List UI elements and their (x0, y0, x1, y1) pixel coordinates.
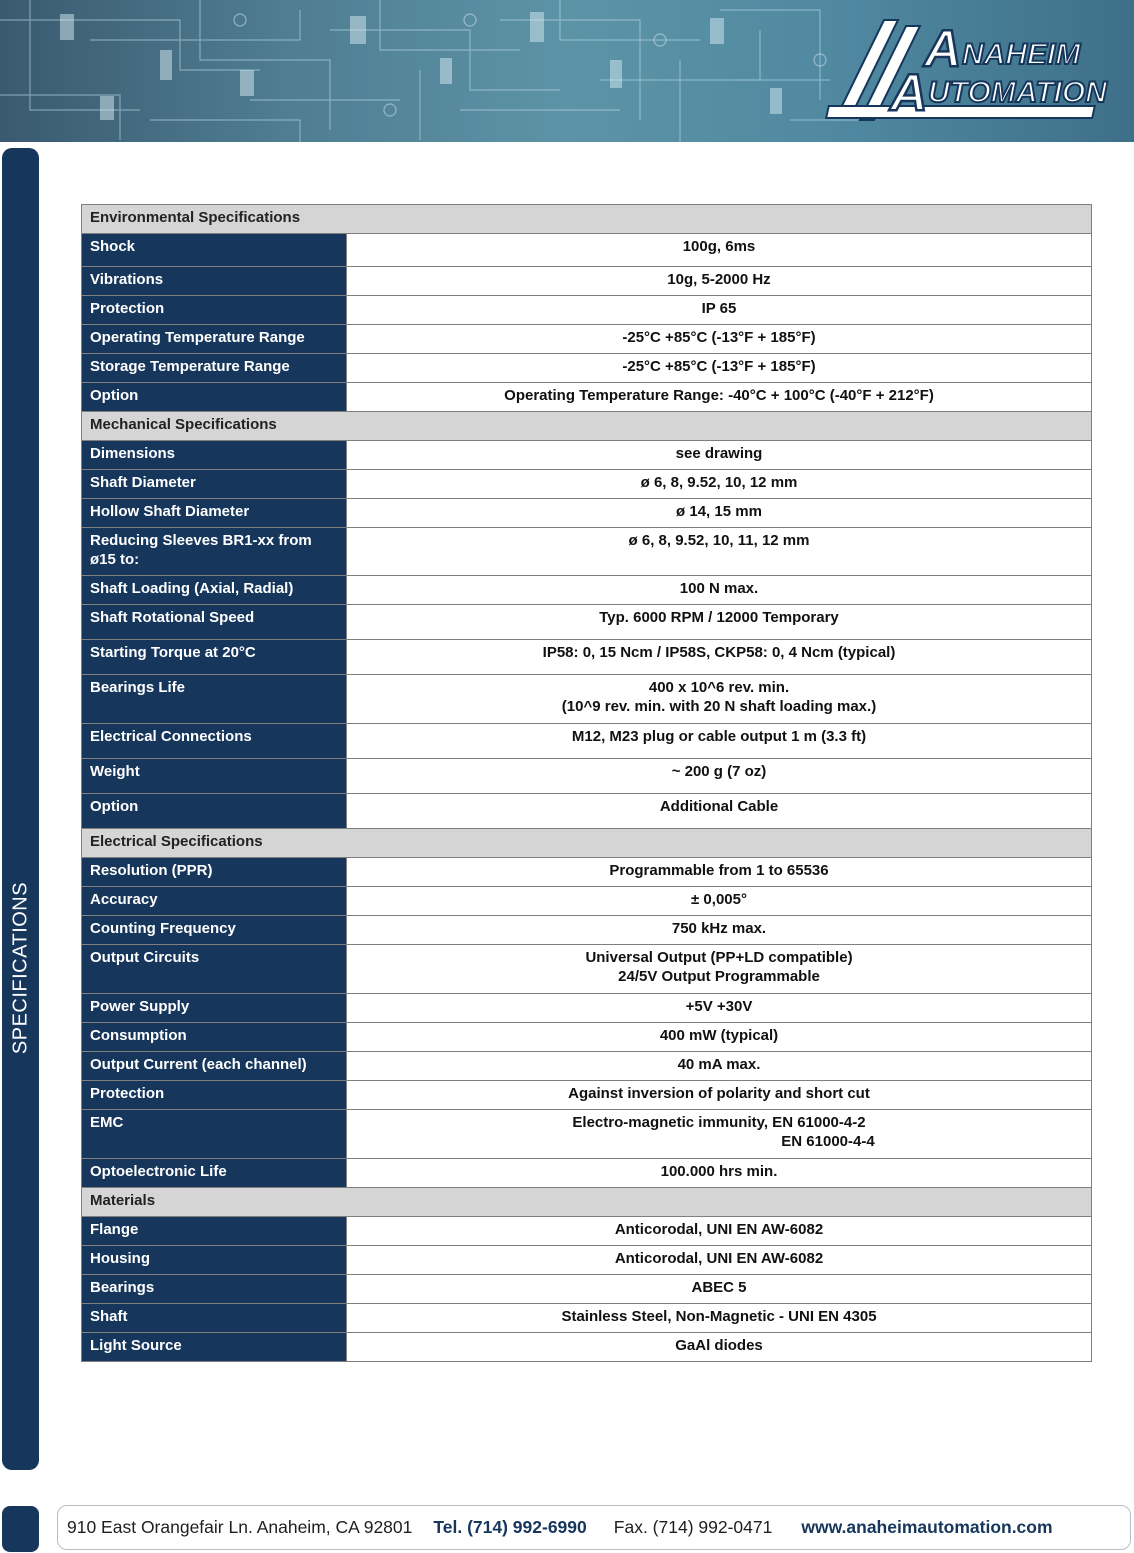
spec-row (82, 858, 1092, 887)
spec-value-text: +5V +30V (685, 998, 753, 1015)
spec-row (82, 1246, 1092, 1275)
spec-label: Hollow Shaft Diameter (82, 499, 347, 528)
spec-label: Shock (82, 234, 347, 267)
spec-value (347, 1110, 1092, 1159)
spec-value (347, 640, 1092, 675)
spec-label: Shaft Rotational Speed (82, 605, 347, 640)
spec-value-text: ø 14, 15 mm (676, 503, 762, 520)
spec-row (82, 759, 1092, 794)
spec-value (347, 528, 1092, 576)
spec-label: Option (82, 383, 347, 412)
spec-value-text-line2: (10^9 rev. min. with 20 N shaft loading max.) (561, 698, 877, 715)
spec-value (347, 1081, 1092, 1110)
spec-row (82, 1110, 1092, 1159)
spec-label: Option (82, 794, 347, 829)
spec-value (347, 470, 1092, 499)
section-title: Mechanical Specifications (82, 412, 1092, 441)
spec-value-text: ABEC 5 (691, 1279, 747, 1296)
spec-row (82, 296, 1092, 325)
spec-value-text: Anticorodal, UNI EN AW-6082 (614, 1221, 824, 1238)
spec-label: Resolution (PPR) (82, 858, 347, 887)
footer-telephone: Tel. (714) 992-6990 (433, 1517, 587, 1537)
spec-value (347, 354, 1092, 383)
spec-value (347, 1275, 1092, 1304)
header-banner (0, 0, 1134, 142)
spec-value (347, 1246, 1092, 1275)
spec-row (82, 887, 1092, 916)
spec-value (347, 1333, 1092, 1362)
spec-label: Operating Temperature Range (82, 325, 347, 354)
spec-row (82, 1217, 1092, 1246)
spec-label: Dimensions (82, 441, 347, 470)
spec-label: Protection (82, 1081, 347, 1110)
spec-label: Consumption (82, 1023, 347, 1052)
spec-label: Weight (82, 759, 347, 794)
spec-label: EMC (82, 1110, 347, 1159)
spec-value-text: Additional Cable (659, 798, 779, 815)
spec-row (82, 1275, 1092, 1304)
spec-label: Starting Torque at 20°C (82, 640, 347, 675)
spec-value-text: 10g, 5-2000 Hz (667, 271, 771, 288)
spec-value-text: -25°C +85°C (-13°F + 185°F) (622, 358, 816, 375)
spec-label: Power Supply (82, 994, 347, 1023)
spec-value (347, 325, 1092, 354)
spec-value (347, 499, 1092, 528)
spec-value-text: GaAl diodes (675, 1337, 763, 1354)
spec-value (347, 675, 1092, 724)
spec-row (82, 640, 1092, 675)
spec-value (347, 916, 1092, 945)
logo-initial-bottom: A (890, 64, 928, 122)
spec-value-text: Universal Output (PP+LD compatible) (585, 949, 853, 966)
spec-row (82, 325, 1092, 354)
spec-label: Light Source (82, 1333, 347, 1362)
spec-row (82, 1052, 1092, 1081)
spec-value (347, 994, 1092, 1023)
spec-value (347, 441, 1092, 470)
logo-word-anaheim: NAHEIM (962, 38, 1081, 71)
footer-website-link[interactable]: www.anaheimautomation.com (801, 1517, 1053, 1537)
spec-row (82, 267, 1092, 296)
spec-value-text: 40 mA max. (677, 1056, 761, 1073)
footer-address: 910 East Orangefair Ln. Anaheim, CA 92801 (67, 1517, 413, 1537)
spec-row (82, 945, 1092, 994)
section-title: Electrical Specifications (82, 829, 1092, 858)
spec-value (347, 724, 1092, 759)
spec-value (347, 296, 1092, 325)
spec-value-text-line2: EN 61000-4-4 (781, 1133, 875, 1150)
spec-label: Reducing Sleeves BR1-xx from ø15 to: (82, 528, 347, 576)
spec-value-text-line2: 24/5V Output Programmable (618, 968, 820, 985)
spec-row (82, 354, 1092, 383)
spec-row (82, 576, 1092, 605)
section-header (82, 412, 1092, 441)
spec-value-text: Electro-magnetic immunity, EN 61000-4-2 (572, 1114, 866, 1131)
spec-label: Vibrations (82, 267, 347, 296)
section-title: Environmental Specifications (82, 205, 1092, 234)
section-header (82, 829, 1092, 858)
spec-value (347, 576, 1092, 605)
spec-row (82, 1333, 1092, 1362)
spec-value-text: IP58: 0, 15 Ncm / IP58S, CKP58: 0, 4 Ncm (typical) (542, 644, 896, 661)
spec-row (82, 234, 1092, 267)
section-header (82, 205, 1092, 234)
spec-label: Bearings (82, 1275, 347, 1304)
sidebar-label: SPECIFICATIONS (9, 881, 32, 1055)
spec-value (347, 858, 1092, 887)
spec-row (82, 1304, 1092, 1333)
spec-label: Electrical Connections (82, 724, 347, 759)
spec-label: Housing (82, 1246, 347, 1275)
spec-row (82, 470, 1092, 499)
spec-row (82, 383, 1092, 412)
spec-value (347, 605, 1092, 640)
spec-value-text: see drawing (675, 445, 763, 462)
spec-row (82, 916, 1092, 945)
spec-value-text: Typ. 6000 RPM / 12000 Temporary (599, 609, 839, 626)
footer-side-tab (2, 1506, 39, 1552)
spec-row (82, 528, 1092, 576)
spec-value-text: 100 N max. (679, 580, 759, 597)
spec-value (347, 383, 1092, 412)
spec-label: Counting Frequency (82, 916, 347, 945)
spec-label: Output Current (each channel) (82, 1052, 347, 1081)
spec-value-text: ø 6, 8, 9.52, 10, 11, 12 mm (628, 532, 810, 549)
spec-row (82, 724, 1092, 759)
sidebar (2, 148, 39, 1470)
spec-value (347, 1304, 1092, 1333)
spec-value-text: ~ 200 g (7 oz) (671, 763, 767, 780)
spec-value (347, 759, 1092, 794)
spec-label: Storage Temperature Range (82, 354, 347, 383)
spec-value-text: 100.000 hrs min. (660, 1163, 778, 1180)
specifications-table (81, 204, 1092, 1362)
spec-row (82, 1081, 1092, 1110)
footer-fax: Fax. (714) 992-0471 (613, 1517, 773, 1537)
spec-value-text: Operating Temperature Range: -40°C + 100°C (-40°F + 212°F) (504, 387, 934, 404)
spec-value-text: Programmable from 1 to 65536 (609, 862, 829, 879)
spec-label: Flange (82, 1217, 347, 1246)
spec-value (347, 1052, 1092, 1081)
spec-row (82, 794, 1092, 829)
spec-label: Shaft (82, 1304, 347, 1333)
section-title: Materials (82, 1188, 1092, 1217)
spec-label: Optoelectronic Life (82, 1159, 347, 1188)
spec-value (347, 794, 1092, 829)
spec-value-text: 400 x 10^6 rev. min. (648, 679, 790, 696)
spec-value (347, 234, 1092, 267)
spec-label: Shaft Diameter (82, 470, 347, 499)
spec-row (82, 1023, 1092, 1052)
spec-value-text: Anticorodal, UNI EN AW-6082 (614, 1250, 824, 1267)
spec-value (347, 945, 1092, 994)
spec-row (82, 605, 1092, 640)
spec-row (82, 675, 1092, 724)
footer-contact-bar (57, 1505, 1131, 1550)
spec-row (82, 441, 1092, 470)
spec-value (347, 1217, 1092, 1246)
section-header (82, 1188, 1092, 1217)
anaheim-automation-logo (820, 6, 1120, 131)
spec-value-text: Against inversion of polarity and short cut (568, 1085, 870, 1102)
logo-word-automation: UTOMATION (928, 76, 1107, 109)
spec-value-text: -25°C +85°C (-13°F + 185°F) (622, 329, 816, 346)
spec-row (82, 1159, 1092, 1188)
spec-value-text: M12, M23 plug or cable output 1 m (3.3 ft) (571, 728, 867, 745)
spec-value (347, 887, 1092, 916)
spec-value-text: IP 65 (701, 300, 737, 317)
spec-value-text: ø 6, 8, 9.52, 10, 12 mm (640, 474, 798, 491)
spec-value (347, 1159, 1092, 1188)
spec-value-text: 750 kHz max. (671, 920, 767, 937)
spec-value-text: ± 0,005° (691, 891, 747, 908)
spec-label: Bearings Life (82, 675, 347, 724)
spec-label: Protection (82, 296, 347, 325)
spec-value-text: Stainless Steel, Non-Magnetic - UNI EN 4305 (561, 1308, 877, 1325)
spec-value-text: 400 mW (typical) (659, 1027, 779, 1044)
spec-row (82, 499, 1092, 528)
spec-value-text: 100g, 6ms (682, 238, 756, 255)
spec-row (82, 994, 1092, 1023)
spec-value (347, 1023, 1092, 1052)
spec-label: Output Circuits (82, 945, 347, 994)
spec-value (347, 267, 1092, 296)
logo-initial-top: A (924, 20, 962, 78)
spec-label: Shaft Loading (Axial, Radial) (82, 576, 347, 605)
spec-label: Accuracy (82, 887, 347, 916)
